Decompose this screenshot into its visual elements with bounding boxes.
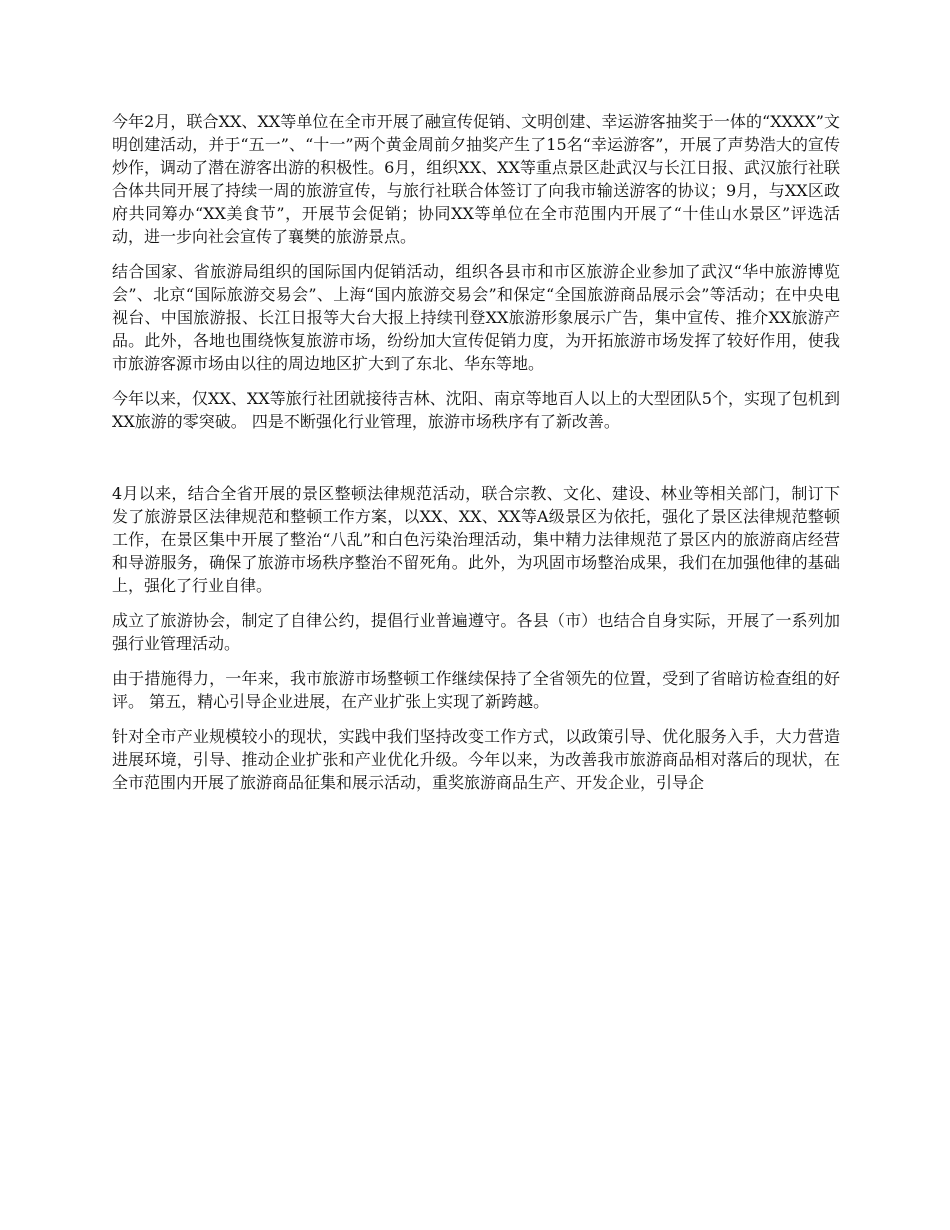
document-body: [112, 110, 840, 806]
paragraph-4: 4月以来，结合全省开展的景区整顿法律规范活动，联合宗教、文化、建设、林业等相关部门，制订下发了旅游景区法律规范和整顿工作方案，以XX、XX、XX等A级景区为依托，强化了景区法律规范整顿工作，在景区集中开展了整治“八乱”和白色污染治理活动，集中精力法律规范了景区内的旅游商店经营和导游服务，确保了旅游市场秩序整治不留死角。此外，为巩固市场整治成果，我们在加强他律的基础上，强化了行业自律。: [112, 484, 840, 595]
paragraph-3: 今年以来，仅XX、XX等旅行社团就接待吉林、沈阳、南京等地百人以上的大型团队5个，实现了包机到XX旅游的零突破。 四是不断强化行业管理，旅游市场秩序有了新改善。: [112, 389, 840, 431]
paragraph-1: 今年2月，联合XX、XX等单位在全市开展了融宣传促销、文明创建、幸运游客抽奖于一体的“XXXX”文明创建活动，并于“五一”、“十一”两个黄金周前夕抽奖产生了15名“幸运游客”，开展了声势浩大的宣传炒作，调动了潜在游客出游的积极性。6月，组织XX、XX等重点景区赴武汉与长江日报、武汉旅行社联合体共同开展了持续一周的旅游宣传，与旅行社联合体签订了向我市输送游客的协议；9月，与XX区政府共同筹办“XX美食节”，开展节会促销；协同XX等单位在全市范围内开展了“十佳山水景区”评选活动，进一步向社会宣传了襄樊的旅游景点。: [112, 112, 840, 246]
paragraph-2: 结合国家、省旅游局组织的国际国内促销活动，组织各县市和市区旅游企业参加了武汉“华中旅游博览会”、北京“国际旅游交易会”、上海“国内旅游交易会”和保定“全国旅游商品展示会”等活动；在中央电视台、中国旅游报、长江日报等大台大报上持续刊登XX旅游形象展示广告，集中宣传、推介XX旅游产品。此外，各地也围绕恢复旅游市场，纷纷加大宣传促销力度，为开拓旅游市场发挥了较好作用，使我市旅游客源市场由以往的周边地区扩大到了东北、华东等地。: [112, 262, 840, 373]
section-gap: [112, 445, 840, 482]
paragraph-7: 针对全市产业规模较小的现状，实践中我们坚持改变工作方式，以政策引导、优化服务入手，大力营造进展环境，引导、推动企业扩张和产业优化升级。今年以来，为改善我市旅游商品相对落后的现状，在全市范围内开展了旅游商品征集和展示活动，重奖旅游商品生产、开发企业，引导企: [112, 727, 840, 792]
paragraph-6: 由于措施得力，一年来，我市旅游市场整顿工作继续保持了全省领先的位置，受到了省暗访检查组的好评。 第五，精心引导企业进展，在产业扩张上实现了新跨越。: [112, 669, 840, 711]
paragraph-5: 成立了旅游协会，制定了自律公约，提倡行业普遍遵守。各县（市）也结合自身实际，开展了一系列加强行业管理活动。: [112, 611, 840, 653]
